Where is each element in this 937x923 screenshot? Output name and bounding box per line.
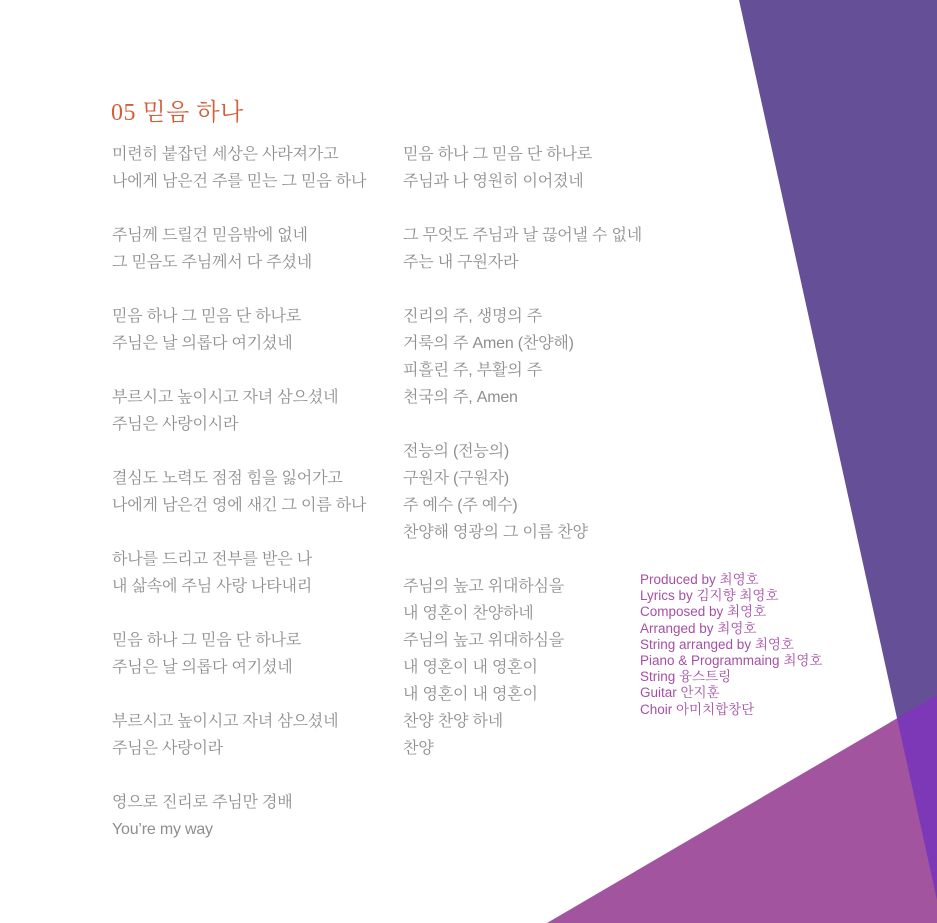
- lyrics-line: 주님과 나 영원히 이어졌네: [403, 173, 584, 190]
- lyrics-line: 내 영혼이 내 영혼이: [403, 686, 538, 703]
- lyrics-line: 주님은 날 의롭다 여기셨네: [112, 335, 293, 352]
- lyrics-line: 주님은 사랑이라: [112, 740, 224, 757]
- lyrics-line: 피흘린 주, 부활의 주: [403, 362, 543, 379]
- lyrics-line: 내 삶속에 주님 사랑 나타내리: [112, 578, 313, 595]
- lyrics-stanza: [112, 303, 397, 357]
- credit-line: Arranged by 최영호: [640, 620, 757, 636]
- lyrics-line: 하나를 드리고 전부를 받은 나: [112, 551, 313, 568]
- credit-line: Guitar 안지훈: [640, 685, 720, 701]
- lyrics-stanza: [112, 708, 397, 762]
- lyrics-line: 내 영혼이 찬양하네: [403, 605, 534, 622]
- lyrics-line: 영으로 진리로 주님만 경배: [112, 794, 293, 811]
- credits-block: [640, 572, 822, 718]
- lyrics-stanza: [403, 438, 688, 546]
- lyrics-line: 믿음 하나 그 믿음 단 하나로: [403, 146, 593, 163]
- lyrics-stanza: [403, 303, 688, 411]
- lyrics-line: 그 믿음도 주님께서 다 주셨네: [112, 254, 313, 271]
- lyrics-line: 구원자 (구원자): [403, 470, 510, 487]
- credit-line: String 융스트링: [640, 669, 732, 685]
- lyrics-line: 믿음 하나 그 믿음 단 하나로: [112, 632, 302, 649]
- lyrics-line: 주 예수 (주 예수): [403, 497, 518, 514]
- lyrics-line: 미련히 붙잡던 세상은 사라져가고: [112, 146, 339, 163]
- lyrics-stanza: [112, 546, 397, 600]
- lyrics-line: 그 무엇도 주님과 날 끊어낼 수 없네: [403, 227, 643, 244]
- lyrics-stanza: [112, 465, 397, 519]
- lyrics-stanza: [112, 141, 397, 195]
- lyrics-line: 부르시고 높이시고 자녀 삼으셨네: [112, 713, 339, 730]
- lyrics-stanza: [403, 141, 688, 195]
- lyrics-stanza: [112, 789, 397, 843]
- lyrics-line: 찬양: [403, 740, 434, 757]
- lyrics-line: 거룩의 주 Amen (찬양해): [403, 335, 574, 352]
- lyrics-line: 주님의 높고 위대하심을: [403, 632, 565, 649]
- lyrics-line: 주는 내 구원자라: [403, 254, 519, 271]
- lyrics-line: You’re my way: [112, 821, 213, 838]
- lyrics-line: 전능의 (전능의): [403, 443, 510, 460]
- lyrics-line: 주님께 드릴건 믿음밖에 없네: [112, 227, 308, 244]
- credit-line: Composed by 최영호: [640, 604, 767, 620]
- lyrics-line: 결심도 노력도 점점 힘을 잃어가고: [112, 470, 343, 487]
- lyrics-line: 나에게 남은건 영에 새긴 그 이름 하나: [112, 497, 367, 514]
- lyrics-line: 주님은 날 의롭다 여기셨네: [112, 659, 293, 676]
- lyrics-stanza: [112, 222, 397, 276]
- lyrics-line: 주님은 사랑이시라: [112, 416, 239, 433]
- lyrics-line: 찬양해 영광의 그 이름 찬양: [403, 524, 588, 541]
- lyrics-line: 믿음 하나 그 믿음 단 하나로: [112, 308, 302, 325]
- lyrics-line: 찬양 찬양 하네: [403, 713, 504, 730]
- lyrics-stanza: [403, 222, 688, 276]
- lyrics-line: 천국의 주, Amen: [403, 389, 518, 406]
- credit-line: Produced by 최영호: [640, 572, 759, 587]
- lyrics-line: 진리의 주, 생명의 주: [403, 308, 543, 325]
- lyrics-line: 부르시고 높이시고 자녀 삼으셨네: [112, 389, 339, 406]
- lyrics-stanza: [112, 384, 397, 438]
- lyrics-line: 나에게 남은건 주를 믿는 그 믿음 하나: [112, 173, 367, 190]
- credit-line: Lyrics by 김지향 최영호: [640, 588, 779, 604]
- lyrics-line: 주님의 높고 위대하심을: [403, 578, 565, 595]
- credit-line: Choir 아미치합창단: [640, 701, 755, 717]
- lyrics-column-left: [112, 141, 397, 870]
- lyrics-stanza: [112, 627, 397, 681]
- lyrics-line: 내 영혼이 내 영혼이: [403, 659, 538, 676]
- credit-line: Piano & Programmaing 최영호: [640, 652, 823, 668]
- credit-line: String arranged by 최영호: [640, 636, 794, 652]
- song-title: 05 믿음 하나: [111, 100, 244, 126]
